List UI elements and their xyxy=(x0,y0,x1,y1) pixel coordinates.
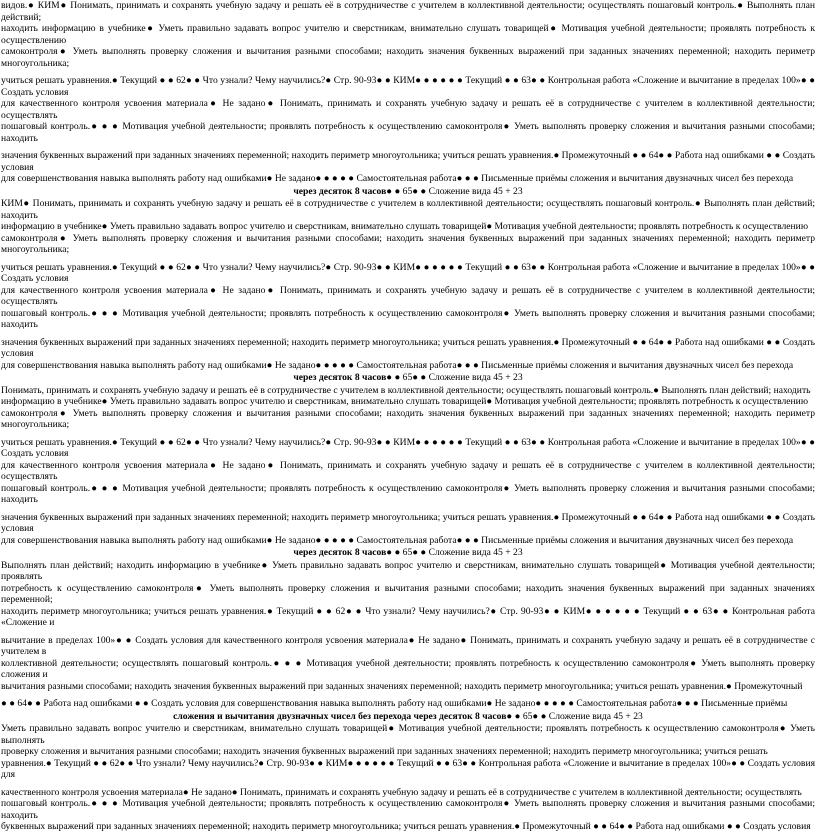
heading-bold: через десяток 8 часов● ● xyxy=(293,547,401,558)
text-line: самоконтроля● Уметь выполнять проверку сложения и вычитания разными способами; находить значения буквенных выражений при заданных значениях переменной; находить периметр многоугольника; xyxy=(1,407,815,430)
text-line: значения буквенных выражений при заданных значениях переменной; находить периметр многоугольника; учиться решать уравнения.● Промежуточный ● ● 64● ● Работа над ошибками ● ● Создать условия xyxy=(1,150,815,173)
text-line: пошаговый контроль.● ● ● Мотивация учебной деятельности; проявлять потребность к осуществлению самоконтроля● Уметь выполнять проверку сложения и вычитания разными способами; находить xyxy=(1,307,815,330)
heading-bold: через десяток 8 часов● ● xyxy=(293,185,401,197)
text-line: для качественного контроля усвоения материала● Не задано● Понимать, принимать и сохранять учебную задачу и решать её в сотрудничестве с учителем в коллективной деятельности; осуществлять xyxy=(1,284,815,307)
text-line: для качественного контроля усвоения материала● Не задано● Понимать, принимать и сохранять учебную задачу и решать её в сотрудничестве с учителем в коллективной деятельности; осуществлять xyxy=(1,98,815,121)
text-line: учиться решать уравнения.● Текущий ● ● 62● ● Что узнали? Чему научились?● Стр. 90-93● ● КИМ● ● ● ● ● ● Текущий ● ● 63● ● Контрольная работа «Сложение и вычитание в пределах 100»● ● Создать условия xyxy=(1,436,815,459)
text-section xyxy=(1,198,815,384)
section-heading xyxy=(1,186,815,198)
text-line: для совершенствования навыка выполнять работу над ошибками● Не задано● ● ● ● ● Самостоятельная работа● ● ● Письменные приёмы сложения и вычитания двузначных чисел без перехода xyxy=(1,359,794,371)
heading-bold: сложения и вычитания двузначных чисел без перехода через десяток 8 часов● ● xyxy=(173,710,521,722)
text-line: значения буквенных выражений при заданных значениях переменной; находить периметр многоугольника; учиться решать уравнения.● Промежуточный ● ● 64● ● Работа над ошибками ● ● Создать условия xyxy=(1,511,815,534)
heading-normal: 65● ● Сложение вида 45 + 23 xyxy=(522,710,643,722)
heading-bold: через десяток 8 часов● ● xyxy=(293,372,401,383)
heading-normal: 65● ● Сложение вида 45 + 23 xyxy=(402,372,523,383)
text-line: самоконтроля● Уметь выполнять проверку сложения и вычитания разными способами; находить значения буквенных выражений при заданных значениях переменной; находить периметр многоугольника; xyxy=(1,46,815,69)
section-heading xyxy=(1,372,815,384)
text-line: Выполнять план действий; находить информацию в учебнике● Уметь правильно задавать вопрос учителю и сверстникам, внимательно слушать товарищей● Мотивация учебной деятельности; проявлять xyxy=(1,559,815,582)
text-line: буквенных выражений при заданных значениях переменной; находить периметр многоугольника; учиться решать уравнения.● Промежуточный ● ● 64● ● Работа над ошибками ● ● Создать условия xyxy=(1,821,811,832)
text-section xyxy=(1,723,815,839)
text-line: вычитание в пределах 100»● ● Создать условия для качественного контроля усвоения материала● Не задано● Понимать, принимать и сохранять учебную задачу и решать её в сотрудничестве с учителем в xyxy=(1,634,815,657)
text-line: качественного контроля усвоения материала● Не задано● Понимать, принимать и сохранять учебную задачу и решать её в сотрудничестве с учителем в коллективной деятельности; осуществлять xyxy=(1,786,802,798)
text-line: для совершенствования навыка выполнять работу над ошибками● Не задано● ● ● ● ● Самостоятельная работа● ● ● Письменные приёмы сложения и вычитания двузначных чисел без перехода xyxy=(1,173,794,184)
line-gap xyxy=(1,833,815,839)
text-line: самоконтроля● Уметь выполнять проверку сложения и вычитания разными способами; находить значения буквенных выражений при заданных значениях переменной; находить периметр многоугольника; xyxy=(1,232,815,255)
text-section xyxy=(1,385,815,559)
text-line: Понимать, принимать и сохранять учебную задачу и решать её в сотрудничестве с учителем в коллективной деятельности; осуществлять пошаговый контроль.● Выполнять план действий; находить xyxy=(1,384,811,396)
section-heading xyxy=(1,711,815,723)
text-line: значения буквенных выражений при заданных значениях переменной; находить периметр многоугольника; учиться решать уравнения.● Промежуточный ● ● 64● ● Работа над ошибками ● ● Создать условия xyxy=(1,336,815,359)
text-line: пошаговый контроль.● ● ● Мотивация учебной деятельности; проявлять потребность к осуществлению самоконтроля● Уметь выполнять проверку сложения и вычитания разными способами; находить xyxy=(1,482,815,505)
text-line: ● ● 64● ● Работа над ошибками ● ● Создать условия для совершенствования навыка выполнять работу над ошибками● Не задано● ● ● ● ● Самостоятельная работа● ● ● Письменные приёмы xyxy=(1,698,788,709)
text-line: коллективной деятельности; осуществлять пошаговый контроль.● ● ● Мотивация учебной деятельности; проявлять потребность к осуществлению самоконтроля● Уметь выполнять проверку сложения и xyxy=(1,657,815,680)
text-line: Уметь правильно задавать вопрос учителю и сверстникам, внимательно слушать товарищей● Мотивация учебной деятельности; проявлять потребность к осуществлению самоконтроля● Уметь выполнять xyxy=(1,723,815,746)
text-line: пошаговый контроль.● ● ● Мотивация учебной деятельности; проявлять потребность к осуществлению самоконтроля● Уметь выполнять проверку сложения и вычитания разными способами; находить xyxy=(1,798,815,821)
text-line: учиться решать уравнения.● Текущий ● ● 62● ● Что узнали? Чему научились?● Стр. 90-93● ● КИМ● ● ● ● ● ● Текущий ● ● 63● ● Контрольная работа «Сложение и вычитание в пределах 100»● ● Создать условия xyxy=(1,75,815,98)
text-line: для качественного контроля усвоения материала● Не задано● Понимать, принимать и сохранять учебную задачу и решать её в сотрудничестве с учителем в коллективной деятельности; осуществлять xyxy=(1,459,815,482)
heading-normal: 65● ● Сложение вида 45 + 23 xyxy=(402,185,523,197)
text-section xyxy=(1,560,815,723)
text-line: проверку сложения и вычитания разными способами; находить значения буквенных выражений при заданных значениях переменной; находить периметр многоугольника; учиться решать xyxy=(1,746,768,757)
text-line: КИМ● Понимать, принимать и сохранять учебную задачу и решать её в сотрудничестве с учителем в коллективной деятельности; осуществлять пошаговый контроль.● Выполнять план действий; находить xyxy=(1,198,815,221)
text-line: информацию в учебнике● Уметь правильно задавать вопрос учителю и сверстникам, внимательно слушать товарищей● Мотивация учебной деятельности; проявлять потребность к осуществлению xyxy=(1,221,808,232)
heading-normal: 65● ● Сложение вида 45 + 23 xyxy=(402,547,523,558)
text-line: пошаговый контроль.● ● ● Мотивация учебной деятельности; проявлять потребность к осуществлению самоконтроля● Уметь выполнять проверку сложения и вычитания разными способами; находить xyxy=(1,121,815,144)
text-line: находить информацию в учебнике● Уметь правильно задавать вопрос учителю и сверстникам, внимательно слушать товарищей● Мотивация учебной деятельности; проявлять потребность к осуществлению xyxy=(1,23,815,46)
section-heading xyxy=(1,547,815,559)
text-line: информацию в учебнике● Уметь правильно задавать вопрос учителю и сверстникам, внимательно слушать товарищей● Мотивация учебной деятельности; проявлять потребность к осуществлению xyxy=(1,396,808,407)
text-line: находить периметр многоугольника; учиться решать уравнения.● Текущий ● ● 62● ● Что узнали? Чему научились?● Стр. 90-93● ● КИМ● ● ● ● ● ● Текущий ● ● 63● ● Контрольная работа «Сложение и xyxy=(1,605,815,628)
text-line: видов.● КИМ● Понимать, принимать и сохранять учебную задачу и решать её в сотрудничестве с учителем в коллективной деятельности; осуществлять пошаговый контроль.● Выполнять план действий; xyxy=(1,0,815,23)
text-line: потребность к осуществлению самоконтроля● Уметь выполнять проверку сложения и вычитания разными способами; находить значения буквенных выражений при заданных значениях переменной; xyxy=(1,582,815,605)
text-line: уравнения.● Текущий ● ● 62● ● Что узнали? Чему научились?● Стр. 90-93● ● КИМ● ● ● ● ● ● Текущий ● ● 63● ● Контрольная работа «Сложение и вычитание в пределах 100»● ● Создать условия для xyxy=(1,757,815,780)
text-section xyxy=(1,0,815,197)
text-line: учиться решать уравнения.● Текущий ● ● 62● ● Что узнали? Чему научились?● Стр. 90-93● ● КИМ● ● ● ● ● ● Текущий ● ● 63● ● Контрольная работа «Сложение и вычитание в пределах 100»● ● Создать условия xyxy=(1,261,815,284)
text-line: для совершенствования навыка выполнять работу над ошибками● Не задано● ● ● ● ● Самостоятельная работа● ● ● Письменные приёмы сложения и вычитания двузначных чисел без перехода xyxy=(1,534,794,546)
text-line: вычитания разными способами; находить значения буквенных выражений при заданных значениях переменной; находить периметр многоугольника; учиться решать уравнения.● Промежуточный xyxy=(1,680,803,692)
